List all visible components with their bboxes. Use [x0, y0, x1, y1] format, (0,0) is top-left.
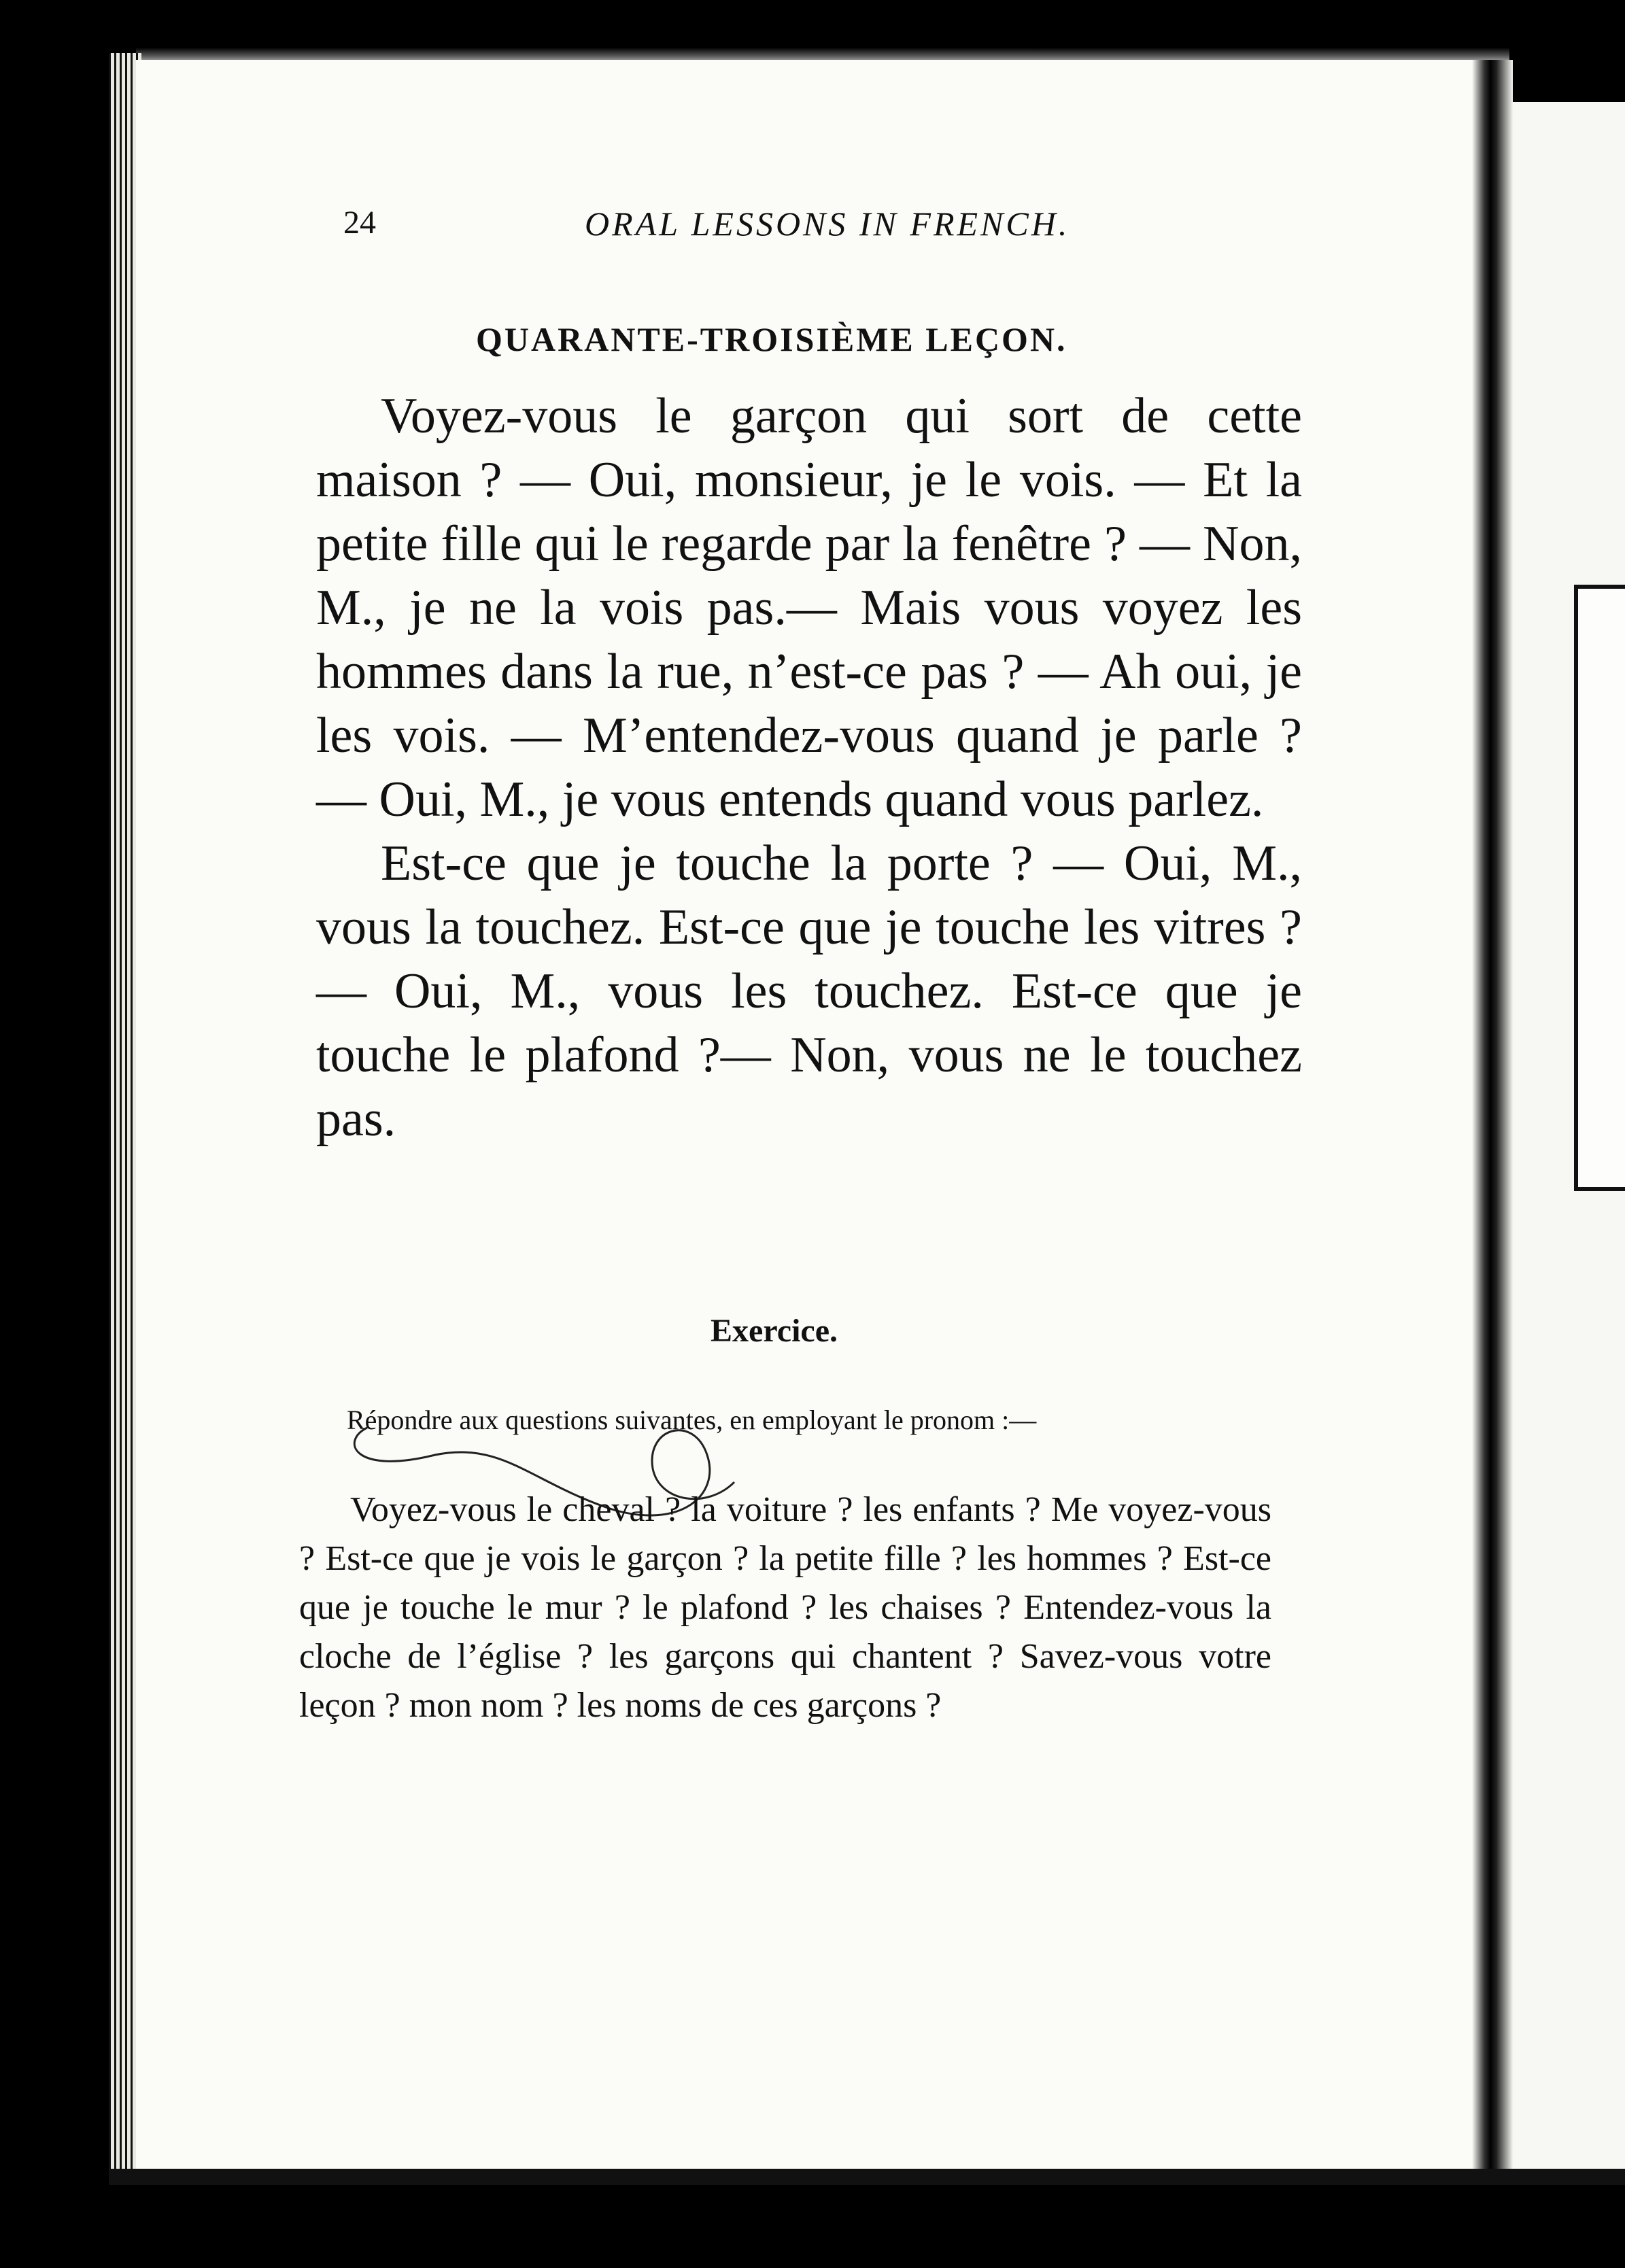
facing-page-illustration-frame	[1574, 585, 1625, 1191]
running-title: ORAL LESSONS IN FRENCH.	[585, 205, 1070, 243]
scan-bottom-edge	[109, 2169, 1625, 2185]
exercise-instruction: Répondre aux questions suivantes, en employant le pronom :—	[347, 1405, 1037, 1435]
exercise-questions	[299, 1485, 1271, 1730]
exercise-paragraph: Voyez-vous le cheval ? la voiture ? les enfants ? Me voyez-vous ? Est-ce que je vois le garçon ? la petite fille ? les hommes ? Est-ce que je touche le mur ? le plafond ? les chaises ? Entendez-vous la cloche de l’église ? les garçons qui chantent ? Savez-vous votre leçon ? mon nom ? les noms de ces garçons ?	[299, 1490, 1271, 1725]
lesson-title: QUARANTE-TROISIÈME LEÇON.	[476, 320, 1067, 358]
exercise-title: Exercice.	[711, 1313, 838, 1349]
lesson-paragraph: Voyez-vous le garçon qui sort de cette maison ? — Oui, monsieur, je le vois. — Et la petite fille qui le regarde par la fenêtre ? — Non, M., je ne la vois pas.— Mais vous voyez les hommes dans la rue, n’est-ce pas ? — Ah oui, je les vois. — M’entendez-vous quand je parle ? — Oui, M., je vous entends quand vous parlez.	[316, 388, 1302, 827]
page-number: 24	[343, 205, 376, 241]
page-header	[343, 204, 1186, 258]
lesson-body	[316, 384, 1302, 1151]
lesson-paragraph: Est-ce que je touche la porte ? — Oui, M., vous la touchez. Est-ce que je touche les vitres ? — Oui, M., vous les touchez. Est-ce que je touche le plafond ?— Non, vous ne le touchez pas.	[316, 836, 1302, 1147]
book-gutter	[1472, 60, 1513, 2174]
